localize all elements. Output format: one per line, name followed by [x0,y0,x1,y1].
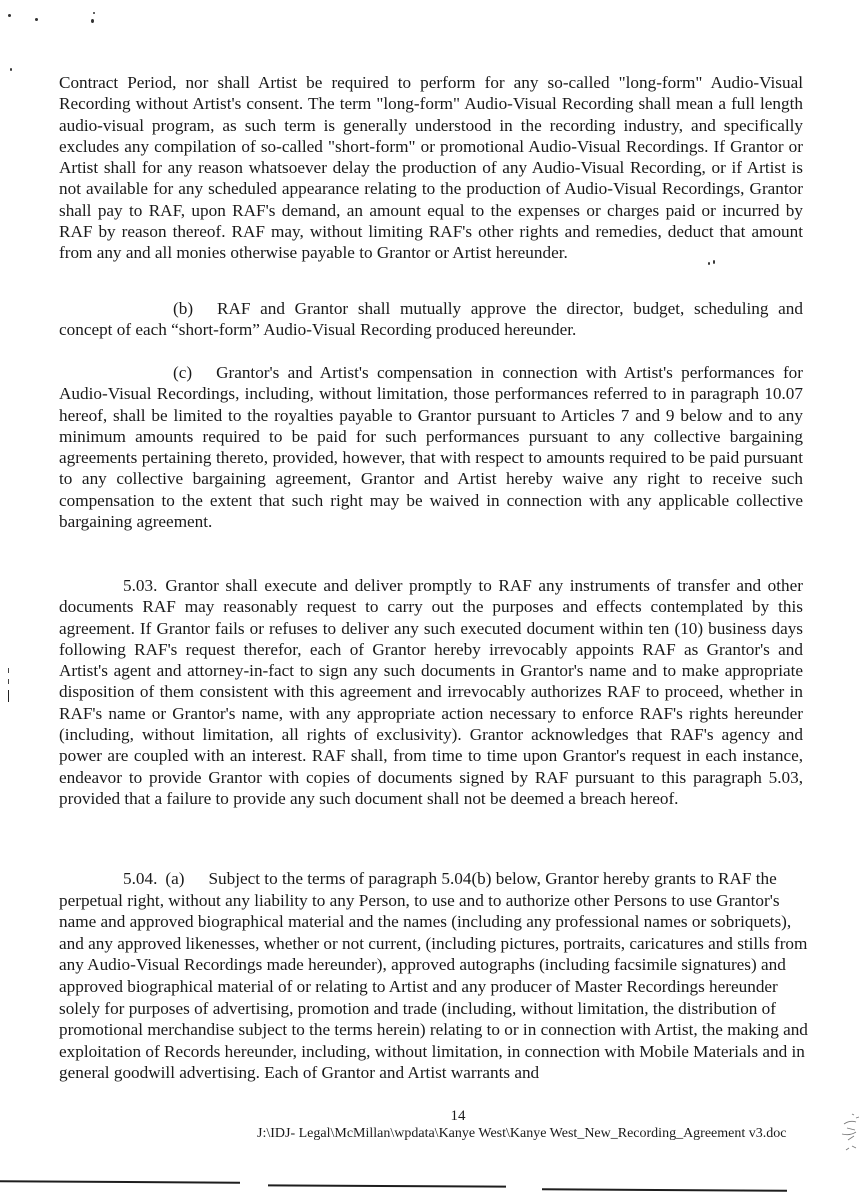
scan-smudge-icon [838,1110,864,1156]
scan-edge-mark [8,679,9,684]
footer-file-path: J:\IDJ- Legal\McMillan\wpdata\Kanye West\Kanye West_New_Recording_Agreement v3.doc [257,1126,787,1141]
paragraph-5-03 [59,575,803,809]
scan-speck [8,14,11,17]
scan-edge-mark [8,668,9,673]
paragraph-text: Grantor shall execute and deliver promptly to RAF any instruments of transfer and other documents RAF may reasonably request to carry out the purposes and effects contemplated by this agreement. If Grantor fails or refuses to deliver any such executed document within ten (10) business days following RAF's request therefor, each of Grantor hereby irrevocably appoints RAF as Grantor's and Artist's agent and attorney-in-fact to sign any such documents in Grantor's name and to make appropriate disposition of them consistent with this agreement and irrevocably authorizes RAF to proceed, whether in RAF's name or Grantor's name, with any appropriate action necessary to enforce RAF's rights hereunder (including, without limitation, all rights of exclusivity). Grantor acknowledges that RAF's agency and power are coupled with an interest. RAF shall, from time to time upon Grantor's request in each instance, endeavor to provide Grantor with copies of documents signed by RAF pursuant to this paragraph 5.03, provided that a failure to provide any such document shall not be deemed a breach hereof. [59,576,803,808]
scan-speck [91,19,94,23]
paragraph-5-02-b [59,298,803,341]
paragraph-text: Contract Period, nor shall Artist be required to perform for any so-called "long-form" Audio-Visual Recording without Artist's consent. The term "long-form" Audio-Visual Recording shall mean a full length audio-visual program, as such term is generally understood in the recording industry, and specifically excludes any compilation of so-called "short-form" or promotional Audio-Visual Recordings. If Grantor or Artist shall for any reason whatsoever delay the production of any Audio-Visual Recording, or if Artist is not available for any scheduled appearance relating to the production of Audio-Visual Recordings, Grantor shall pay to RAF, upon RAF's demand, an amount equal to the expenses or charges paid or incurred by RAF by reason thereof. RAF may, without limiting RAF's other rights and remedies, deduct that amount from any and all monies otherwise payable to Grantor or Artist hereunder. [59,73,803,263]
paragraph-text: Subject to the terms of paragraph 5.04(b) below, Grantor hereby grants to RAF the perpetual right, without any liability to any Person, to use and to authorize other Persons to use Grantor's name and approved biographical material and the names (including any professional names or sobriquets), and any approved likenesses, whether or not current, (including pictures, portraits, caricatures and stills from any Audio-Visual Recordings made hereunder), approved autographs (including facsimile signatures) and approved biographical material of or relating to Artist and any producer of Master Recordings hereunder solely for purposes of advertising, promotion and trade (including, without limitation, the distribution of promotional merchandise subject to the terms herein) relating to or in connection with Artist, the making and exploitation of Records hereunder, including, without limitation, in connection with Mobile Materials and in general goodwill advertising. Each of Grantor and Artist warrants and [59,869,808,1083]
section-number: 5.03. [123,576,158,595]
paragraph-5-04-a [59,868,815,1084]
section-number: 5.04. [123,869,158,888]
paragraph-text: RAF and Grantor shall mutually approve the director, budget, scheduling and concept of each “short-form” Audio-Visual Recording produced hereunder. [59,299,803,340]
scan-speck [93,12,95,14]
subparagraph-label: (b) [173,299,194,318]
paragraph-continuation [59,72,803,264]
paragraph-5-02-c [59,362,803,532]
scan-edge-mark [8,690,9,702]
scan-border-line [542,1188,787,1191]
scan-speck [35,18,38,21]
page-number: 14 [450,1108,466,1124]
subparagraph-label: (c) [173,363,193,382]
paragraph-text: Grantor's and Artist's compensation in connection with Artist's performances for Audio-Visual Recordings, including, without limitation, those performances referred to in paragraph 10.07 hereof, shall be limited to the royalties payable to Grantor pursuant to Articles 7 and 9 below and to any minimum amounts required to be paid for such performances pursuant to any collective bargaining agreements pertaining thereto, provided, however, that with respect to amounts required to be paid pursuant to any collective bargaining agreement, Grantor and Artist hereby waive any right to receive such compensation to the extent that such right may be waived in connection with any applicable collective bargaining agreement. [59,363,803,532]
scan-border-line [0,1180,240,1183]
scan-speck [10,68,12,71]
subparagraph-label: (a) [165,869,185,888]
scan-border-line [268,1184,506,1187]
